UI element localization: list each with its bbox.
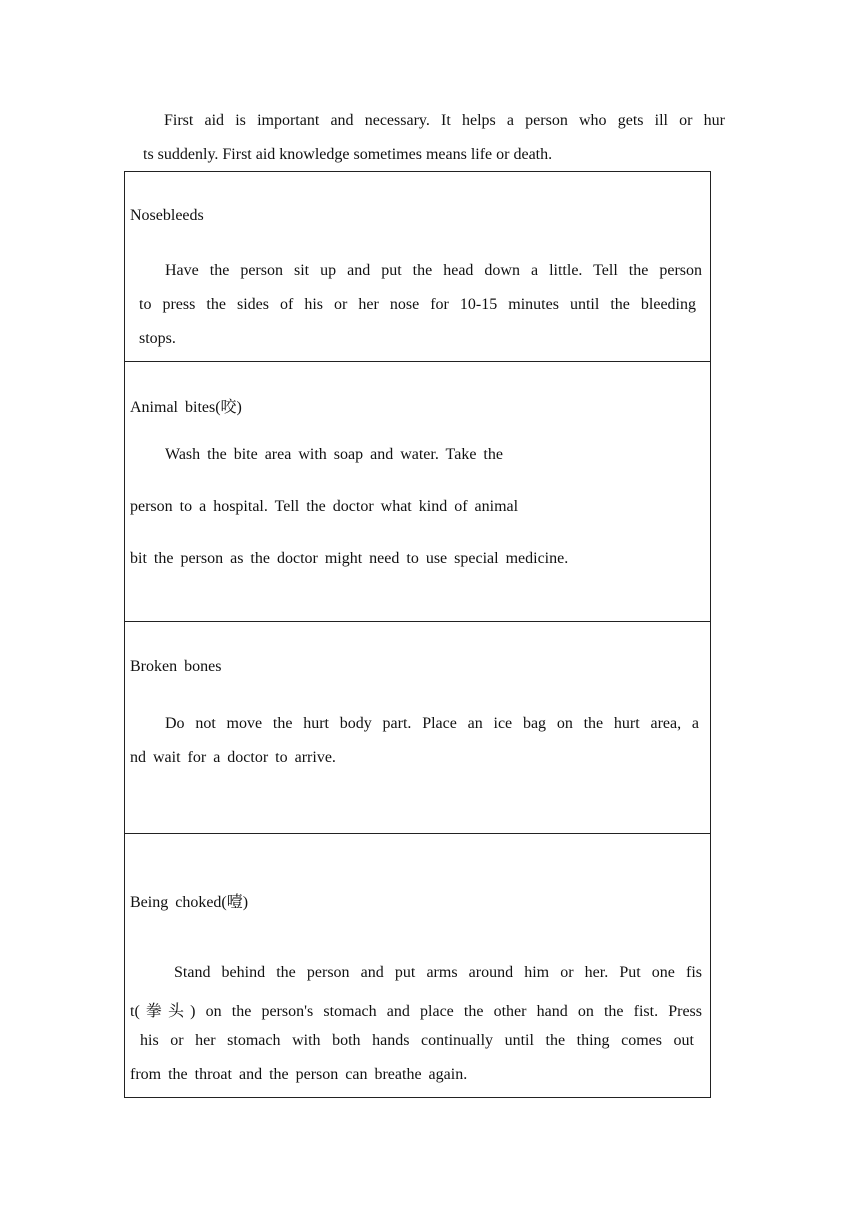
section-text-line: Wash the bite area with soap and water. Take the: [165, 446, 503, 463]
section-text-line: his or her stomach with both hands continually until the thing comes out: [140, 1032, 694, 1049]
section-broken-bones: [125, 621, 710, 834]
section-text-line: Do not move the hurt body part. Place an ice bag on the hurt area, a: [165, 715, 699, 732]
section-animal-bites: [125, 361, 710, 622]
section-nosebleeds: [125, 172, 710, 361]
section-text-line: nd wait for a doctor to arrive.: [130, 749, 336, 766]
intro-line-1: First aid is important and necessary. It helps a person who gets ill or hur: [164, 112, 725, 129]
first-aid-table: [124, 171, 711, 1098]
section-title: Being choked(噎): [130, 894, 249, 911]
section-text-line: Stand behind the person and put arms around him or her. Put one fis: [174, 964, 702, 981]
section-title: Nosebleeds: [130, 207, 204, 224]
section-title: Animal bites(咬): [130, 399, 242, 416]
section-text-line: person to a hospital. Tell the doctor what kind of animal: [130, 498, 519, 515]
section-title: Broken bones: [130, 658, 222, 675]
section-text-line: bit the person as the doctor might need to use special medicine.: [130, 550, 569, 567]
section-being-choked: [125, 833, 710, 1098]
section-text-line: t(拳头) on the person's stomach and place the other hand on the fist. Press: [130, 1003, 702, 1020]
section-text-line: to press the sides of his or her nose for 10-15 minutes until the bleeding: [139, 296, 696, 313]
intro-line-2: ts suddenly. First aid knowledge sometimes means life or death.: [143, 146, 553, 163]
section-text-line: Have the person sit up and put the head down a little. Tell the person: [165, 262, 702, 279]
section-text-line: from the throat and the person can breathe again.: [130, 1066, 468, 1083]
section-text-line: stops.: [139, 330, 176, 347]
